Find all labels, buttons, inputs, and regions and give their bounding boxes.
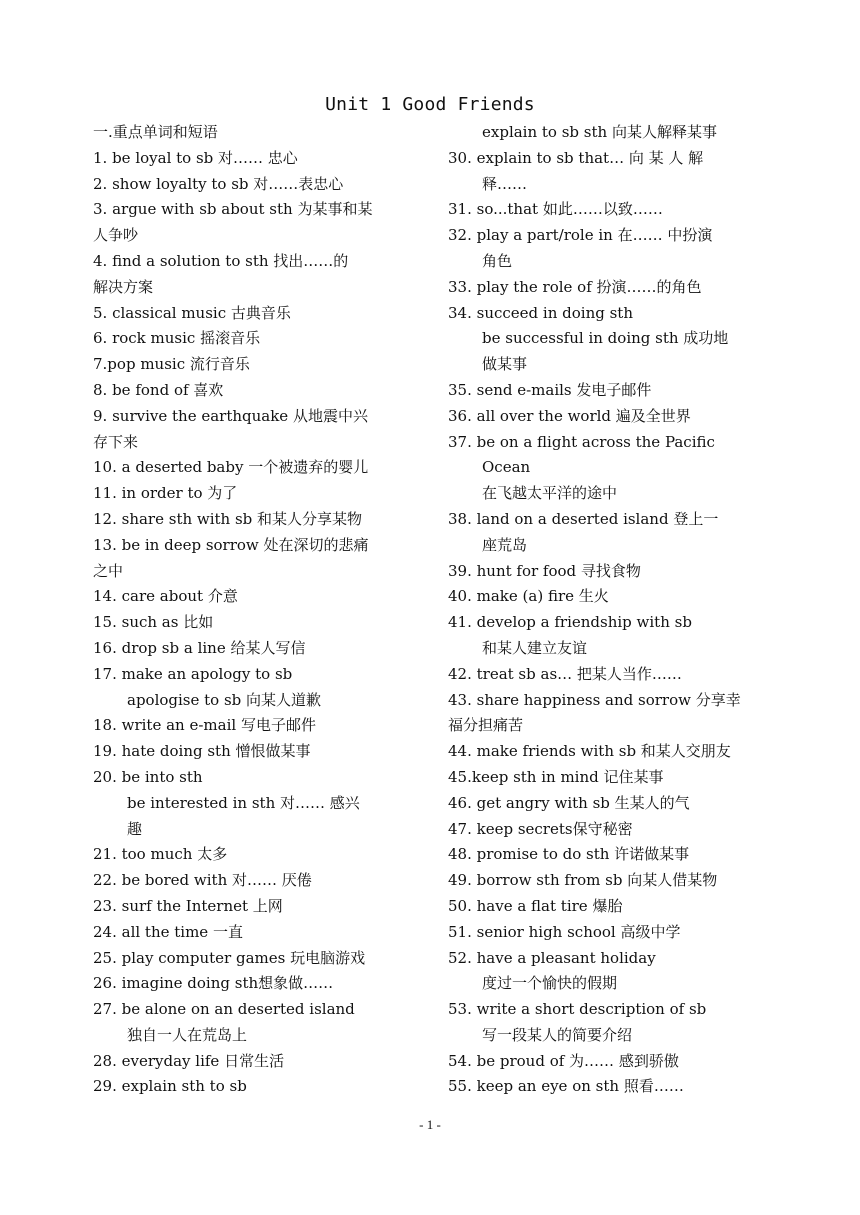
vocab-line: 独自一人在荒岛上 <box>127 1025 248 1044</box>
vocab-line: 41. develop a friendship with sb <box>448 613 692 632</box>
vocab-line: 8. be fond of 喜欢 <box>93 380 224 399</box>
right-column <box>448 120 770 1100</box>
vocab-line: 角色 <box>482 251 513 270</box>
vocab-line: explain to sb sth 向某人解释某事 <box>482 123 717 141</box>
vocab-line: 2. show loyalty to sb 对……表忠心 <box>93 174 344 193</box>
vocab-line: 39. hunt for food 寻找食物 <box>448 561 641 580</box>
vocab-line: 23. surf the Internet 上网 <box>93 896 283 915</box>
vocab-line: 18. write an e-mail 写电子邮件 <box>93 716 316 735</box>
page-title: Unit 1 Good Friends <box>325 94 535 115</box>
vocab-line: 3. argue with sb about sth 为某事和某 <box>93 200 373 219</box>
vocab-line: 22. be bored with 对…… 厌倦 <box>93 871 312 890</box>
vocab-line: 10. a deserted baby 一个被遗弃的婴儿 <box>93 458 369 477</box>
vocab-line: 44. make friends with sb 和某人交朋友 <box>448 742 731 761</box>
vocab-line: 13. be in deep sorrow 处在深切的悲痛 <box>93 535 369 554</box>
vocab-line: 32. play a part/role in 在…… 中扮演 <box>448 226 713 245</box>
vocab-line: 54. be proud of 为…… 感到骄傲 <box>448 1051 679 1070</box>
vocab-line: 20. be into sth <box>93 767 203 786</box>
vocab-line: 51. senior high school 高级中学 <box>448 922 681 941</box>
vocab-line: 24. all the time 一直 <box>93 922 243 941</box>
vocab-line: 53. write a short description of sb <box>448 1000 707 1019</box>
vocab-line: 28. everyday life 日常生活 <box>93 1051 285 1070</box>
vocab-line: 19. hate doing sth 憎恨做某事 <box>93 742 311 761</box>
vocab-line: 度过一个愉快的假期 <box>482 974 618 993</box>
page-number: - 1 - <box>419 1117 441 1132</box>
vocab-line: 趣 <box>127 819 143 838</box>
vocab-line: 48. promise to do sth 许诺做某事 <box>448 845 690 864</box>
vocab-line: 释…… <box>482 174 528 193</box>
vocab-line: 34. succeed in doing sth <box>448 303 633 322</box>
vocab-line: 6. rock music 摇滚音乐 <box>93 329 261 348</box>
vocab-line: 49. borrow sth from sb 向某人借某物 <box>448 871 718 890</box>
vocab-line: 4. find a solution to sth 找出……的 <box>93 251 349 270</box>
vocab-line: 5. classical music 古典音乐 <box>93 303 291 322</box>
vocab-line: 42. treat sb as… 把某人当作…… <box>448 664 682 683</box>
vocab-line: 47. keep secrets保守秘密 <box>448 819 633 838</box>
vocab-line: 27. be alone on an deserted island <box>93 1000 355 1019</box>
vocab-line: 一.重点单词和短语 <box>93 123 218 141</box>
vocab-line: 21. too much 太多 <box>93 845 228 864</box>
vocab-line: 12. share sth with sb 和某人分享某物 <box>93 509 363 528</box>
vocab-line: 11. in order to 为了 <box>93 484 238 503</box>
vocab-line: 7.pop music 流行音乐 <box>93 355 250 374</box>
vocab-line: 25. play computer games 玩电脑游戏 <box>93 948 366 967</box>
left-column <box>93 120 415 1100</box>
vocab-line: Ocean <box>482 458 531 477</box>
vocab-line: 福分担痛苦 <box>448 716 524 735</box>
vocab-line: 17. make an apology to sb <box>93 664 293 683</box>
vocab-line: 15. such as 比如 <box>93 613 214 632</box>
vocab-line: 1. be loyal to sb 对…… 忠心 <box>93 148 298 167</box>
vocab-line: 14. care about 介意 <box>93 587 238 606</box>
vocab-line: 人争吵 <box>93 226 139 245</box>
vocab-line: 16. drop sb a line 给某人写信 <box>93 638 306 657</box>
vocab-line: 45.keep sth in mind 记住某事 <box>448 767 664 786</box>
vocab-line: 38. land on a deserted island 登上一 <box>448 509 719 528</box>
vocab-line: 座荒岛 <box>482 535 528 554</box>
vocab-line: 9. survive the earthquake 从地震中兴 <box>93 406 368 425</box>
vocab-line: 36. all over the world 遍及全世界 <box>448 406 691 425</box>
vocab-line: 26. imagine doing sth想象做…… <box>93 974 334 993</box>
vocab-line: 写一段某人的简要介绍 <box>482 1025 633 1044</box>
vocab-line: 35. send e-mails 发电子邮件 <box>448 380 652 399</box>
vocab-line: apologise to sb 向某人道歉 <box>127 690 322 709</box>
vocab-line: be interested in sth 对…… 感兴 <box>127 793 360 812</box>
vocab-line: 31. so...that 如此……以致…… <box>448 200 663 219</box>
vocab-line: 50. have a flat tire 爆胎 <box>448 896 623 915</box>
vocab-line: 之中 <box>93 561 124 580</box>
vocab-line: 43. share happiness and sorrow 分享幸 <box>448 690 741 709</box>
vocab-line: 55. keep an eye on sth 照看…… <box>448 1077 684 1096</box>
vocab-line: 存下来 <box>93 432 139 451</box>
vocab-line: 29. explain sth to sb <box>93 1077 247 1096</box>
vocab-line: 46. get angry with sb 生某人的气 <box>448 793 690 812</box>
vocab-line: 52. have a pleasant holiday <box>448 948 656 967</box>
vocab-line: 做某事 <box>482 355 528 374</box>
vocab-line: 33. play the role of 扮演……的角色 <box>448 277 702 296</box>
vocab-line: 30. explain to sb that… 向 某 人 解 <box>448 148 704 167</box>
vocab-line: 40. make (a) fire 生火 <box>448 587 609 606</box>
vocab-line: 在飞越太平洋的途中 <box>482 484 618 503</box>
vocab-line: 解决方案 <box>93 277 154 296</box>
vocab-line: 37. be on a flight across the Pacific <box>448 432 715 451</box>
vocab-line: 和某人建立友谊 <box>482 638 588 657</box>
vocab-line: be successful in doing sth 成功地 <box>482 329 729 348</box>
